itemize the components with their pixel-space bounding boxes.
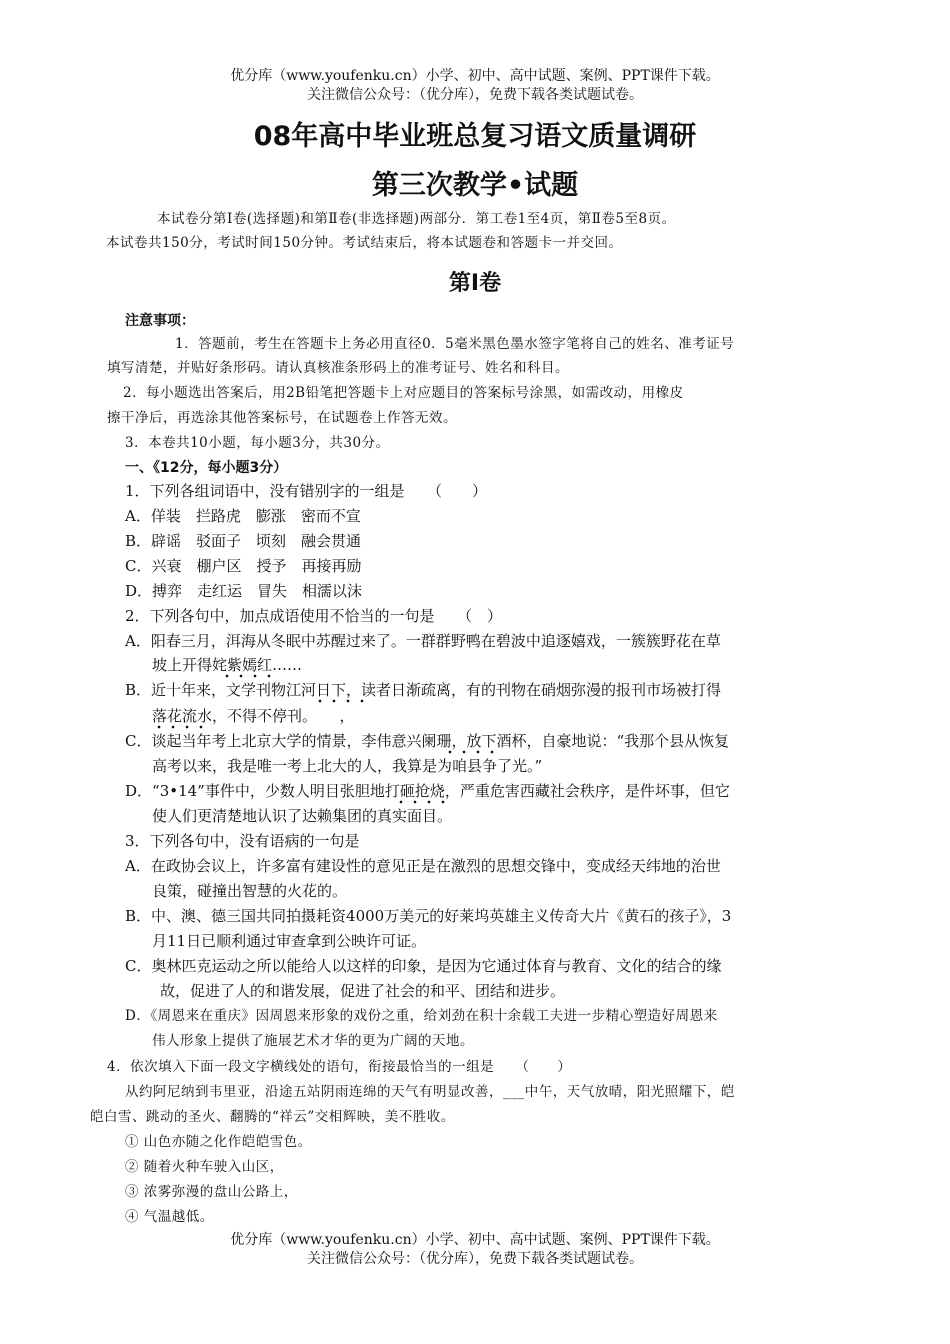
notice-item-1-line-1: 1．答题前，考生在答题卡上务必用直径0．5毫米黑色墨水签字笔将自己的姓名、准考证号 <box>175 336 735 352</box>
notice-item-2-line-2: 擦干净后，再选涂其他答案标号，在试题卷上作答无效。 <box>107 410 457 426</box>
q3-stem: 3．下列各句中，没有语病的一句是 <box>125 832 360 850</box>
notice-item-2-line-1: 2．每小题选出答案后，用2B铅笔把答题卡上对应题目的答案标号涂黑，如需改动，用橡皮 <box>123 385 684 401</box>
footer-line-2: 关注微信公众号：（优分库），免费下载各类试题试卷。 <box>307 1251 643 1267</box>
q2-option-b-line-2: 落花流水，不得不停刊。 ， <box>152 707 355 725</box>
notice-item-3: 3．本卷共10小题，每小题3分，共30分。 <box>125 435 390 451</box>
q2-option-b-line-1: B．近十年来，文学刊物江河日下，读者日渐疏离，有的刊物在硝烟弥漫的报刊市场被打得 <box>125 681 722 699</box>
q4-option-2: ② 随着火种车驶入山区， <box>125 1159 284 1175</box>
q4-stem: 4．依次填入下面一段文字横线处的语句，衔接最恰当的一组是 （ ） <box>107 1059 572 1075</box>
notice-item-1-line-2: 填写清楚，并贴好条形码。请认真核准条形码上的准考证号、姓名和科目。 <box>107 360 569 376</box>
q3-option-d-line-1: D．《周恩来在重庆》因周恩来形象的戏份之重，给刘劲在积十余载工夫进一步精心塑造好周恩来 <box>125 1008 718 1024</box>
emphasis-dots <box>394 800 450 804</box>
q4-passage-line-2: 皑白雪、跳动的圣火、翻腾的“祥云”交相辉映，美不胜收。 <box>90 1109 455 1125</box>
emphasis-dots <box>313 699 369 703</box>
q1-option-d: D．搏弈 走红运 冒失 相濡以沫 <box>125 582 363 600</box>
q4-option-1: ① 山色亦随之化作皑皑雪色。 <box>125 1134 312 1150</box>
q3-option-a-line-1: A．在政协会议上，许多富有建设性的意见正是在激烈的思想交锋中，变成经天纬地的治世 <box>125 857 721 875</box>
emphasis-dots <box>220 674 276 678</box>
q2-option-a-line-2: 坡上开得姹紫嫣红…… <box>152 656 303 674</box>
intro-line-2: 本试卷共150分，考试时间150分钟。考试结束后，将本试题卷和答题卡一并交回。 <box>106 235 623 251</box>
notice-heading: 注意事项： <box>125 313 195 329</box>
q2-option-d-line-2: 使人们更清楚地认识了达赖集团的真实面目。 <box>152 807 453 825</box>
page-subtitle: 第三次教学•试题 <box>371 170 579 201</box>
emphasis-dots <box>443 750 499 754</box>
q3-option-b-line-1: B．中、澳、德三国共同拍摄耗资4000万美元的好莱坞英雄主义传奇大片《黄石的孩子》，3 <box>125 907 732 925</box>
q1-option-a: A．佯装 拦路虎 膨涨 密而不宣 <box>125 507 361 525</box>
header-line-2: 关注微信公众号：（优分库），免费下载各类试题试卷。 <box>307 87 643 103</box>
footer-line-1: 优分库（www.youfenku.cn）小学、初中、高中试题、案例、PPT课件下载。 <box>230 1232 720 1248</box>
q3-option-b-line-2: 月11日已顺利通过审查拿到公映许可证。 <box>152 932 427 950</box>
emphasis-dots <box>152 725 208 729</box>
q3-option-a-line-2: 良策，碰撞出智慧的火花的。 <box>152 882 348 900</box>
q1-option-b: B．辟谣 驳面子 顷刻 融会贯通 <box>125 532 362 550</box>
page-title: 08年高中毕业班总复习语文质量调研 <box>253 121 697 152</box>
intro-line-1: 本试卷分第Ⅰ卷(选择题)和第Ⅱ卷(非选择题)两部分．第工卷1至4页，第Ⅱ卷5至8页。 <box>157 211 676 227</box>
q2-option-a-line-1: A．阳春三月，洱海从冬眠中苏醒过来了。一群群野鸭在碧波中追逐嬉戏，一簇簇野花在草 <box>125 632 721 650</box>
q2-option-d-line-1: D．“3•14”事件中，少数人明目张胆地打砸抢烧，严重危害西藏社会秩序，是件坏事，但它 <box>125 782 730 800</box>
q4-option-4: ④ 气温越低。 <box>125 1209 214 1225</box>
q1-stem: 1．下列各组词语中，没有错别字的一组是 （ ） <box>125 482 488 500</box>
q3-option-c-line-2: 故，促进了人的和谐发展，促进了社会的和平、团结和进步。 <box>160 982 566 1000</box>
q4-option-3: ③ 浓雾弥漫的盘山公路上， <box>125 1184 298 1200</box>
q2-stem: 2．下列各句中，加点成语使用不恰当的一句是 （ ） <box>125 607 503 625</box>
q2-option-c-line-2: 高考以来，我是唯一考上北大的人，我算是为咱县争了光。” <box>152 757 543 775</box>
q4-passage-line-1: 从约阿尼纳到韦里亚，沿途五站阴雨连绵的天气有明显改善，___中午，天气放晴，阳光照耀下，皑 <box>125 1084 735 1100</box>
header-line-1: 优分库（www.youfenku.cn）小学、初中、高中试题、案例、PPT课件下载。 <box>230 68 720 84</box>
section-title: 第Ⅰ卷 <box>448 271 502 296</box>
part-one-heading: 一、《12分，每小题3分） <box>125 460 288 476</box>
q3-option-c-line-1: C．奥林匹克运动之所以能给人以这样的印象，是因为它通过体育与教育、文化的结合的缘 <box>125 957 722 975</box>
q2-option-c-line-1: C．谈起当年考上北京大学的情景，李伟意兴阑珊，放下酒杯，自豪地说：“我那个县从恢复 <box>125 732 730 750</box>
q1-option-c: C．兴衰 棚户区 授予 再接再励 <box>125 557 362 575</box>
q3-option-d-line-2: 伟人形象上提供了施展艺术才华的更为广阔的天地。 <box>152 1033 474 1049</box>
